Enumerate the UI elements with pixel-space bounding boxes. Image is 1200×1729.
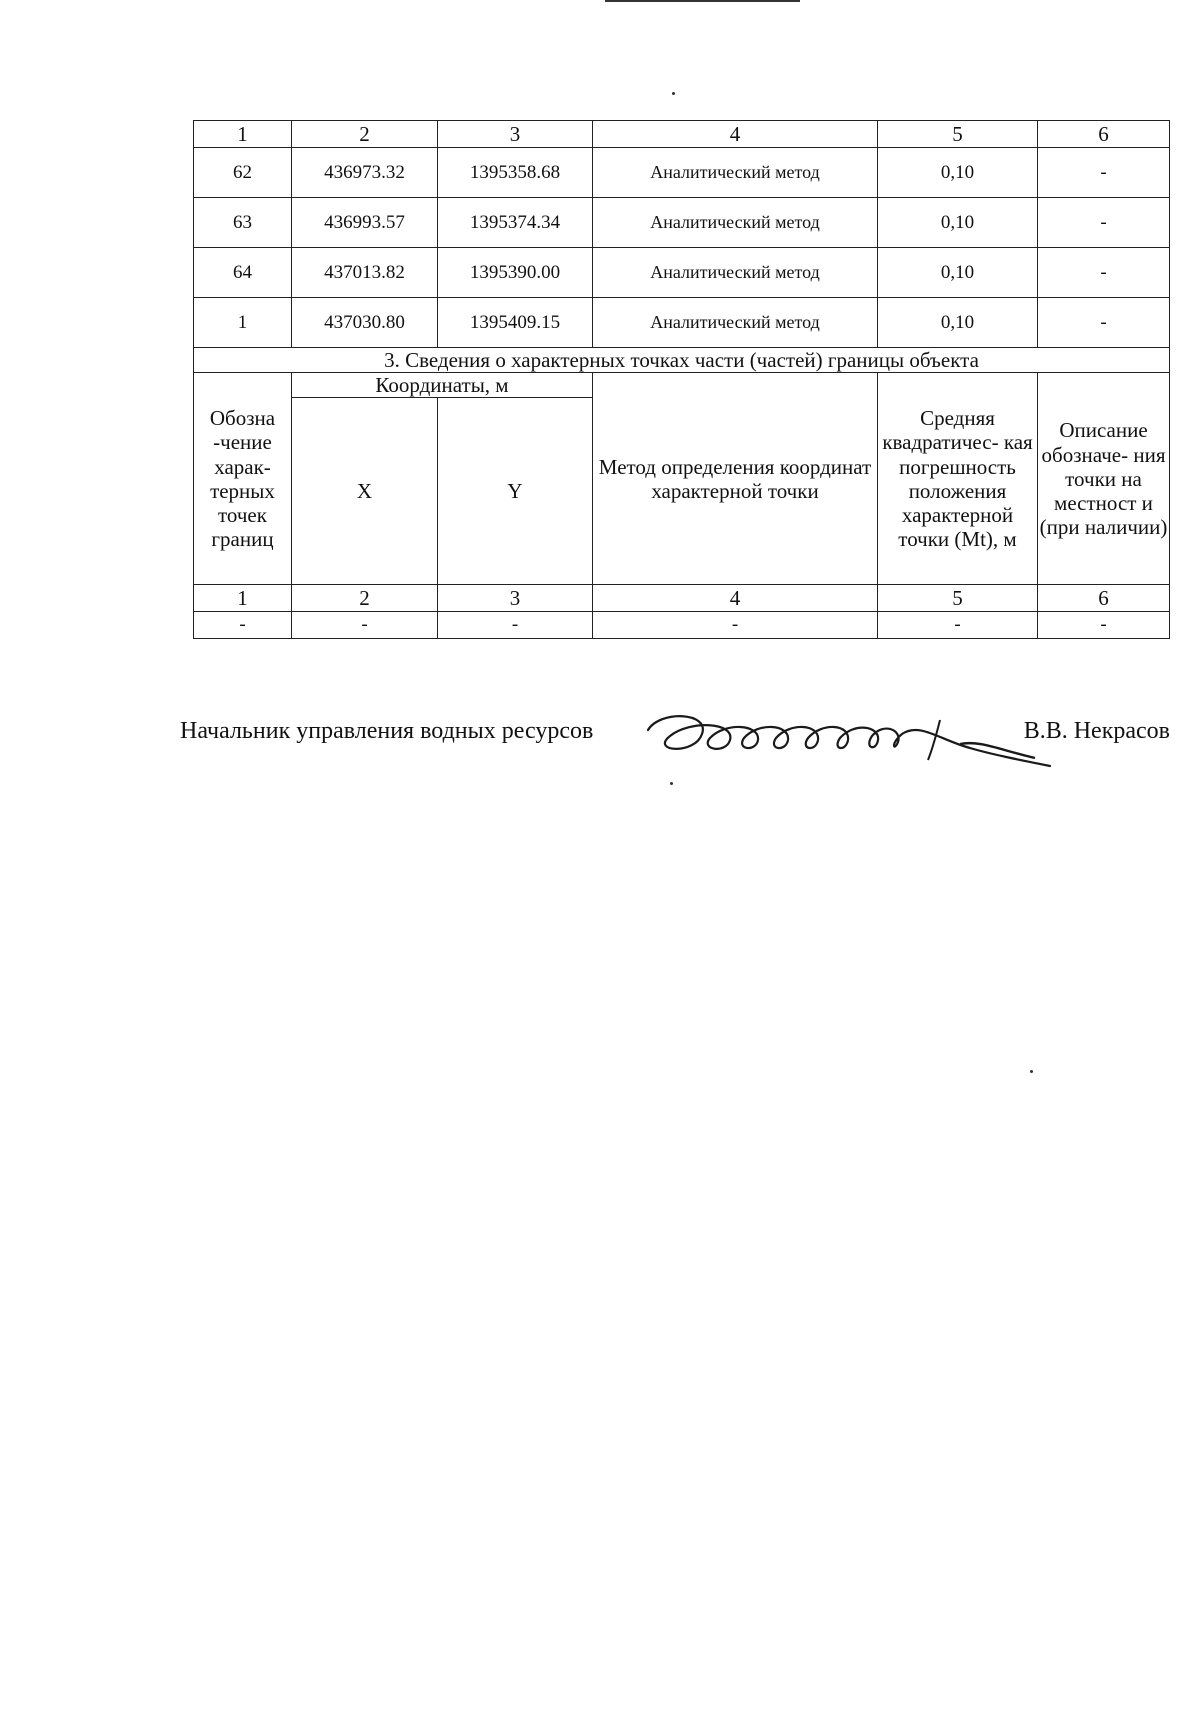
signatory-name: В.В. Некрасов [1023,718,1170,744]
point-id: 63 [194,198,292,248]
coord-x: 437013.82 [292,248,438,298]
table-row [194,298,1170,348]
error-value: 0,10 [878,198,1038,248]
point-id: 62 [194,148,292,198]
col-number: 4 [593,121,878,148]
description: - [1038,298,1170,348]
col-number: 5 [878,585,1038,612]
col-number: 5 [878,121,1038,148]
empty-cell: - [438,612,593,639]
empty-cell: - [593,612,878,639]
col-number: 6 [1038,121,1170,148]
point-id: 1 [194,298,292,348]
section-column-number-row [194,585,1170,612]
header-coordinates: Координаты, м [292,373,593,398]
header-y: Y [438,398,593,585]
empty-cell: - [1038,612,1170,639]
method: Аналитический метод [593,298,878,348]
error-value: 0,10 [878,148,1038,198]
empty-cell: - [878,612,1038,639]
method: Аналитический метод [593,148,878,198]
coord-x: 436993.57 [292,198,438,248]
col-number: 2 [292,121,438,148]
empty-cell: - [292,612,438,639]
col-number: 3 [438,121,593,148]
header-error: Средняя квадратичес- кая погрешность положения характерной точки (Mt), м [878,373,1038,585]
handwritten-signature [640,700,1060,780]
coord-y: 1395390.00 [438,248,593,298]
coord-x: 436973.32 [292,148,438,198]
header-description: Описание обозначе- ния точки на местност и (при наличии) [1038,373,1170,585]
col-number: 3 [438,585,593,612]
scan-top-line [605,0,800,2]
error-value: 0,10 [878,248,1038,298]
header-point: Обозна -чение харак- терных точек границ [194,373,292,585]
col-number: 1 [194,585,292,612]
table-row [194,198,1170,248]
point-id: 64 [194,248,292,298]
coord-y: 1395409.15 [438,298,593,348]
scan-speck [670,782,673,785]
column-number-row [194,121,1170,148]
error-value: 0,10 [878,298,1038,348]
coord-y: 1395374.34 [438,198,593,248]
coord-y: 1395358.68 [438,148,593,198]
scan-speck [1030,1070,1033,1073]
header-method: Метод определения координат характерной точки [593,373,878,585]
table-row [194,612,1170,639]
coord-x: 437030.80 [292,298,438,348]
section-title: 3. Сведения о характерных точках части (частей) границы объекта [194,348,1170,373]
table-row [194,248,1170,298]
scan-speck [672,92,675,95]
description: - [1038,198,1170,248]
description: - [1038,148,1170,198]
col-number: 2 [292,585,438,612]
method: Аналитический метод [593,248,878,298]
table-row [194,148,1170,198]
coordinates-table [193,120,1170,639]
method: Аналитический метод [593,198,878,248]
header-x: X [292,398,438,585]
empty-cell: - [194,612,292,639]
signatory-position: Начальник управления водных ресурсов [180,718,594,744]
section-title-row [194,348,1170,373]
description: - [1038,248,1170,298]
col-number: 1 [194,121,292,148]
col-number: 6 [1038,585,1170,612]
col-number: 4 [593,585,878,612]
section-header-row [194,373,1170,398]
